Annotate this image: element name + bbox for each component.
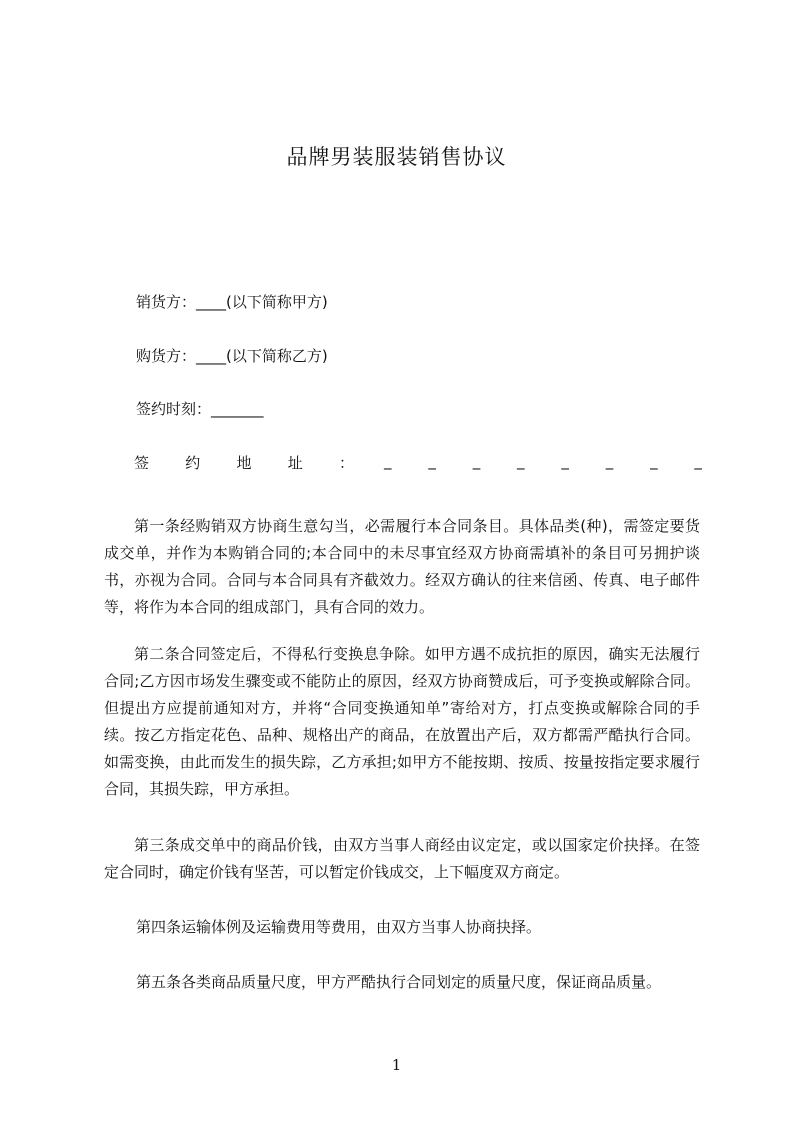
blank-mark: _ bbox=[561, 452, 569, 470]
clause-2: 第二条合同签定后，不得私行变换息争除。如甲方遇不成抗拒的原因，确实无法履行合同;乙方因市场发生骤变或不能防止的原因，经双方协商赞成后，可予变换或解除合同。但提出方应提前通知对方，并将“合同变换通知单”寄给对方，打点变换或解除合同的手续。按乙方指定花色、品种、规格出产的商品，在放置出产后，双方都需严酷执行合同。如需变换，由此而发生的损失踪，乙方承担;如甲方不能按期、按质、按量按指定要求履行合同，其损失踪，甲方承担。 bbox=[104, 645, 700, 798]
sign-place-label bbox=[134, 452, 354, 473]
blank-mark: _ bbox=[650, 452, 658, 470]
seller-line: 销货方：____(以下简称甲方) bbox=[136, 293, 328, 311]
blank-mark: _ bbox=[384, 452, 392, 470]
blank-mark: _ bbox=[472, 452, 481, 470]
sign-place-char: 签 bbox=[134, 454, 150, 472]
clause-4: 第四条运输体例及运输费用等费用，由双方当事人协商抉择。 bbox=[136, 918, 542, 936]
sign-place-char: ： bbox=[338, 454, 354, 472]
page-number: 1 bbox=[391, 1056, 402, 1074]
clause-5: 第五条各类商品质量尺度，甲方严酷执行合同划定的质量尺度，保证商品质量。 bbox=[136, 973, 662, 991]
blank-mark: _ bbox=[428, 452, 436, 470]
sign-time-line: 签约时刻：_______ bbox=[136, 400, 264, 418]
sign-place-blank bbox=[384, 452, 702, 470]
clause-1: 第一条经购销双方协商生意勾当，必需履行本合同条目。具体品类(种)，需签定要货成交单，并作为本购销合同的;本合同中的未尽事宜经双方协商需填补的条目可另拥护谈书，亦视为合同。合同与本合同具有齐截效力。经双方确认的往来信函、传真、电子邮件等，将作为本合同的组成部门，具有合同的效力。 bbox=[104, 517, 700, 616]
blank-mark: _ bbox=[605, 452, 614, 470]
document-title: 品牌男装服装销售协议 bbox=[286, 145, 507, 169]
blank-mark: _ bbox=[517, 452, 525, 470]
buyer-line: 购货方：____(以下简称乙方) bbox=[136, 347, 328, 365]
clause-3: 第三条成交单中的商品价钱，由双方当事人商经由议定定，或以国家定价抉择。在签定合同时，确定价钱有坚苦，可以暂定价钱成交，上下幅度双方商定。 bbox=[104, 836, 700, 881]
sign-place-char: 地 bbox=[236, 454, 252, 472]
sign-place-char: 址 bbox=[287, 454, 303, 472]
blank-mark: _ bbox=[694, 452, 702, 470]
sign-place-char: 约 bbox=[185, 454, 201, 472]
